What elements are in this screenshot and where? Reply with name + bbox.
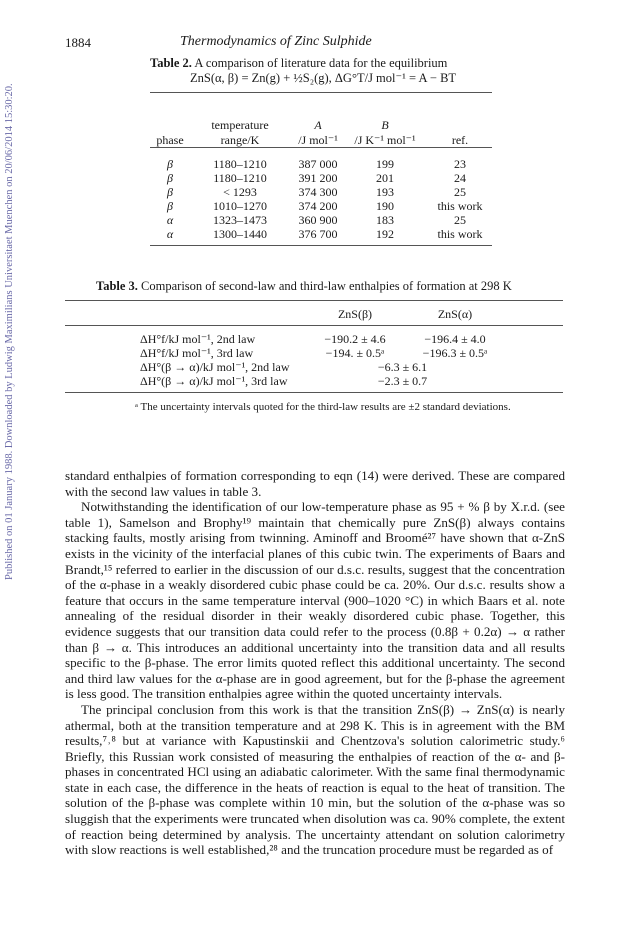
table2-cell-range: 1180–1210 — [213, 157, 267, 171]
table3-cell-beta: −194. ± 0.5ᵃ — [325, 346, 385, 360]
table2-cell-phase: α — [166, 213, 174, 227]
table2-cell-phase: β — [167, 199, 173, 213]
table3-header-alpha: ZnS(α) — [437, 307, 473, 321]
table2-cell-a: 387 000 — [298, 157, 338, 171]
table2-cell-a: 360 900 — [298, 213, 338, 227]
table3-label: Table 3. — [96, 279, 138, 293]
table2-row — [150, 213, 492, 227]
table2-cell-range: 1300–1440 — [213, 227, 267, 241]
table2-top-rule — [150, 92, 492, 93]
table2-header-b1: B — [381, 118, 389, 132]
table2-row — [150, 185, 492, 199]
table2-cell-ref: 25 — [454, 213, 466, 227]
table2-cell-phase: β — [167, 157, 173, 171]
table3-cell-alpha: −196.3 ± 0.5ᵃ — [422, 346, 488, 360]
table3-header-beta: ZnS(β) — [337, 307, 373, 321]
download-watermark-text: Published on 01 January 1988. Downloaded by Ludwig Maximilians Universitaet Muenchen on 20/06/2014 15:30:20. — [4, 83, 15, 580]
table3-cell-merged: −6.3 ± 6.1 — [377, 360, 428, 374]
table3-cell-beta: −190.2 ± 4.6 — [324, 332, 386, 346]
paragraph: Notwithstanding the identification of our low-temperature phase as 95 + % β by X.r.d. (see table 1), Samelson and Brophy¹⁹ maintain that chemically pure ZnS(β) always contains stacking faults, mostly arising from twinning. Aminoff and Broomé²⁷ have shown that α-ZnS exists in the vicinity of the interfacial planes of this cubic twin. The experiments of Baars and Brandt,¹⁵ referred to earlier in the discussion of our d.s.c. results, suggest that the concentration of the α-phase in a weakly disordered cubic phase could be ca. 20%. Our d.s.c. results show a feature that occurs in the same temperature interval (900–1020 °C) in which Baars et al. note annealing of the residual disorder in their weakly disordered cubic phase. Together, this evidence suggests that our transition data could refer to the process (0.8β + 0.2α) → α rather than β → α. This introduces an additional uncertainty into the transition data and all results specific to the β-phase. The error limits quoted reflect this additional uncertainty. The second and third law values for the α-phase are in good agreement, but for the β-phase the agreement is less good. The transition enthalpies agree within the quoted uncertainty intervals. — [65, 499, 565, 702]
table2-header-ref: ref. — [451, 133, 469, 147]
table3-footnote: ᵃ The uncertainty intervals quoted for the third-law results are ±2 standard deviations. — [135, 401, 511, 413]
table2-cell-range: 1323–1473 — [213, 213, 267, 227]
table2-header-a2: /J mol⁻¹ — [298, 133, 338, 147]
table2-cell-ref: this work — [437, 199, 483, 213]
table3-row-label: ΔH°f/kJ mol⁻¹, 3rd law — [140, 346, 254, 360]
table2-cell-b: 192 — [376, 227, 394, 241]
table3-header-rule — [65, 325, 563, 326]
table2-row — [150, 199, 492, 213]
table2-cell-a: 376 700 — [298, 227, 338, 241]
table2-row — [150, 227, 492, 241]
table2-caption-line2: ZnS(α, β) = Zn(g) + ½S₂(g), ΔG°T/J mol⁻¹ = A − BT — [190, 71, 457, 85]
table2-cell-phase: β — [167, 171, 173, 185]
table2-cell-b: 190 — [376, 199, 394, 213]
table2-cell-ref: 25 — [454, 185, 466, 199]
table2-cell-range: 1010–1270 — [213, 199, 267, 213]
table2-cell-a: 374 200 — [298, 199, 338, 213]
table2-row — [150, 157, 492, 171]
table2-cell-b: 201 — [376, 171, 394, 185]
running-head: Thermodynamics of Zinc Sulphide — [180, 34, 372, 49]
table3-row-label: ΔH°(β → α)/kJ mol⁻¹, 3rd law — [140, 374, 288, 388]
table3-bottom-rule — [65, 392, 563, 393]
table2-label: Table 2. — [150, 56, 192, 70]
table2-cell-range: < 1293 — [223, 185, 257, 199]
table3-row-label: ΔH°f/kJ mol⁻¹, 2nd law — [140, 332, 256, 346]
table2-cell-ref: 24 — [454, 171, 466, 185]
table2-cell-range: 1180–1210 — [213, 171, 267, 185]
download-watermark — [2, 60, 16, 580]
table3-row-label: ΔH°(β → α)/kJ mol⁻¹, 2nd law — [140, 360, 290, 374]
table2-cell-ref: this work — [437, 227, 483, 241]
table2-header-temp2: range/K — [220, 133, 260, 147]
body-text — [65, 468, 565, 858]
table3-cell-merged: −2.3 ± 0.7 — [377, 374, 428, 388]
table2-row — [150, 171, 492, 185]
table2-header-phase: phase — [156, 133, 184, 147]
table2-caption-line1: A comparison of literature data for the equilibrium — [194, 56, 448, 70]
table2-cell-b: 193 — [376, 185, 394, 199]
table2-header-rule — [150, 147, 492, 148]
table2-header-b2: /J K⁻¹ mol⁻¹ — [354, 133, 416, 147]
table2-cell-a: 391 200 — [298, 171, 338, 185]
table2-header-a1: A — [314, 118, 322, 132]
table3-cell-alpha: −196.4 ± 4.0 — [424, 332, 486, 346]
table2-cell-phase: β — [167, 185, 173, 199]
table2-bottom-rule — [150, 245, 492, 246]
table2-cell-b: 199 — [376, 157, 394, 171]
page-number: 1884 — [65, 35, 91, 50]
table2-caption — [150, 56, 447, 71]
paragraph: The principal conclusion from this work is that the transition ZnS(β) → ZnS(α) is nearly athermal, both at the transition temperature and at 298 K. This is in agreement with the BM results,⁷˒⁸ but at variance with Kapustinskii and Chentzova's solution calorimetric study.⁶ Briefly, this Russian work consisted of measuring the enthalpies of reaction of the α- and β-phases in concentrated HCl using an adiabatic calorimeter. With the same final thermodynamic state in each case, the difference in the heats of reaction is equal to the heat of transition. The solution of the β-phase was complete within 10 min, but the solution of the α-phase was so sluggish that the experiments were truncated when disolution was ca. 90% complete, the extent of reaction being determined by analysis. The uncertainty attendant on solution calorimetry with slow reactions is well established,²⁸ and the truncation procedure must be regarded as of — [65, 701, 565, 858]
table3-top-rule — [65, 300, 563, 301]
table3-caption — [96, 279, 512, 294]
table2-cell-b: 183 — [376, 213, 394, 227]
paragraph: standard enthalpies of formation corresponding to eqn (14) were derived. These are compared with the second law values in table 3. — [65, 468, 565, 499]
table2-cell-ref: 23 — [454, 157, 466, 171]
table2-cell-a: 374 300 — [298, 185, 338, 199]
table2-header-temp1: temperature — [211, 118, 269, 132]
table3-caption-text: Comparison of second-law and third-law enthalpies of formation at 298 K — [141, 279, 512, 293]
table2-cell-phase: α — [166, 227, 174, 241]
